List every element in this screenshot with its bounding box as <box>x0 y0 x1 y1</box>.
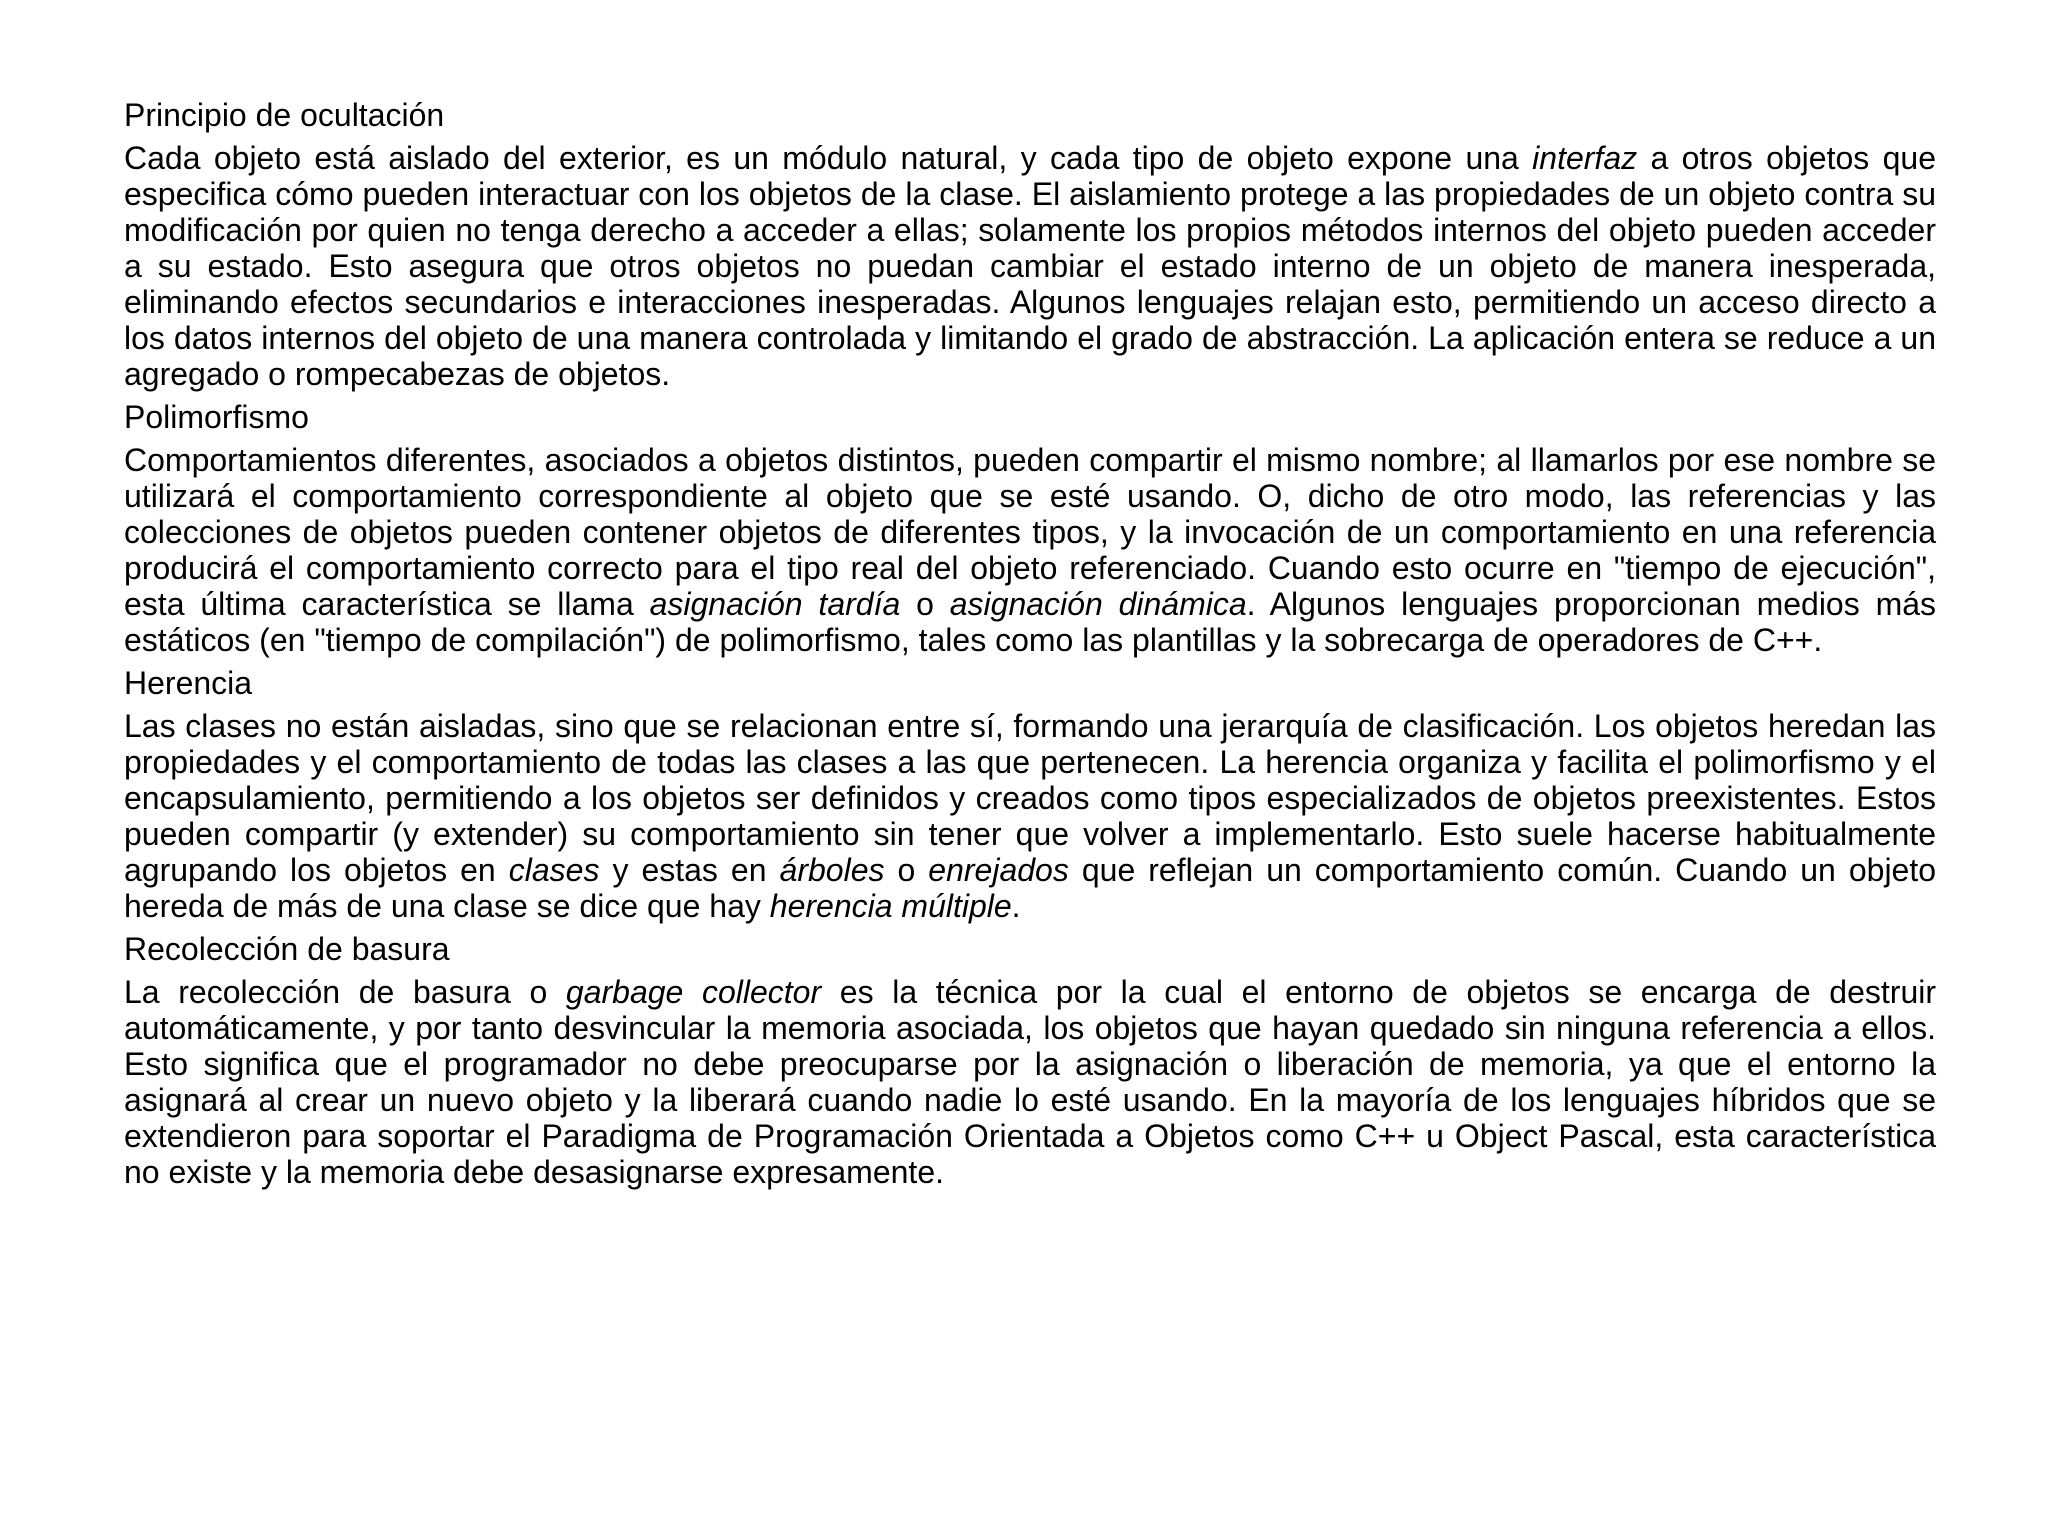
section-recoleccion <box>124 930 1936 1190</box>
text-run: que reflejan un comportamiento común. Cuando un objeto hereda de más de una clase se dice que hay <box>124 852 1937 924</box>
section-heading: Polimorfismo <box>124 399 309 435</box>
section-paragraph <box>124 974 1936 1190</box>
text-run: a otros objetos que especifica cómo pueden interactuar con los objetos de la clase. El aislamiento protege a las propiedades de un objeto contra su modificación por quien no tenga derecho a acceder a ellas; solamente los propios métodos internos del objeto pueden acceder a su estado. Esto asegura que otros objetos no puedan cambiar el estado interno de un objeto de manera inesperada, eliminando efectos secundarios e interacciones inesperadas. Algunos lenguajes relajan esto, permitiendo un acceso directo a los datos internos del objeto de una manera controlada y limitando el grado de abstracción. La aplicación entera se reduce a un agregado o rompecabezas de objetos. <box>124 140 1936 392</box>
section-paragraph <box>124 442 1936 658</box>
italic-term: garbage collector <box>565 974 822 1010</box>
section-paragraph <box>124 140 1936 392</box>
italic-term: enrejados <box>928 852 1069 888</box>
section-ocultacion <box>124 96 1936 392</box>
text-run: . Algunos lenguajes proporcionan medios más estáticos (en "tiempo de compilación") de polimorfismo, tales como las plantillas y la sobrecarga de operadores de C++. <box>124 586 1937 658</box>
section-heading: Recolección de basura <box>124 931 450 967</box>
text-run: Las clases no están aisladas, sino que se relacionan entre sí, formando una jerarquía de clasificación. Los objetos heredan las propiedades y el comportamiento de todas las clases a las que pertenecen. La herencia organiza y facilita el polimorfismo y el encapsulamiento, permitiendo a los objetos ser definidos y creados como tipos especializados de objetos preexistentes. Estos pueden compartir (y extender) su comportamiento sin tener que volver a implementarlo. Esto suele hacerse habitualmente agrupando los objetos en <box>124 708 1936 888</box>
section-herencia <box>124 664 1936 924</box>
italic-term: clases <box>508 852 600 888</box>
text-run: Comportamientos diferentes, asociados a objetos distintos, pueden compartir el mismo nombre; al llamarlos por ese nombre se utilizará el comportamiento correspondiente al objeto que se esté usando. O, dicho de otro modo, las referencias y las colecciones de objetos pueden contener objetos de diferentes tipos, y la invocación de un comportamiento en una referencia producirá el comportamiento correcto para el tipo real del objeto referenciado. Cuando esto ocurre en "tiempo de ejecución", esta última característica se llama <box>124 442 1936 622</box>
text-run: o <box>884 852 929 888</box>
text-run: o <box>900 586 950 622</box>
text-run: La recolección de basura o <box>124 974 566 1010</box>
italic-term: interfaz <box>1532 140 1638 176</box>
text-run: es la técnica por la cual el entorno de objetos se encarga de destruir automáticamente, y por tanto desvincular la memoria asociada, los objetos que hayan quedado sin ninguna referencia a ellos. Esto significa que el programador no debe preocuparse por la asignación o liberación de memoria, ya que el entorno la asignará al crear un nuevo objeto y la liberará cuando nadie lo esté usando. En la mayoría de los lenguajes híbridos que se extendieron para soportar el Paradigma de Programación Orientada a Objetos como C++ u Object Pascal, esta característica no existe y la memoria debe desasignarse expresamente. <box>124 974 1936 1190</box>
section-paragraph <box>124 708 1936 924</box>
document-page <box>124 96 1936 1196</box>
text-run: Cada objeto está aislado del exterior, es un módulo natural, y cada tipo de objeto expone una <box>124 140 1533 176</box>
italic-term: árboles <box>779 852 885 888</box>
italic-term: herencia múltiple <box>769 888 1012 924</box>
text-run: . <box>1011 888 1021 924</box>
text-run: y estas en <box>599 852 780 888</box>
section-heading: Principio de ocultación <box>124 97 445 133</box>
italic-term: asignación dinámica <box>949 586 1247 622</box>
section-heading: Herencia <box>124 665 253 701</box>
italic-term: asignación tardía <box>649 586 901 622</box>
section-polimorfismo <box>124 398 1936 658</box>
